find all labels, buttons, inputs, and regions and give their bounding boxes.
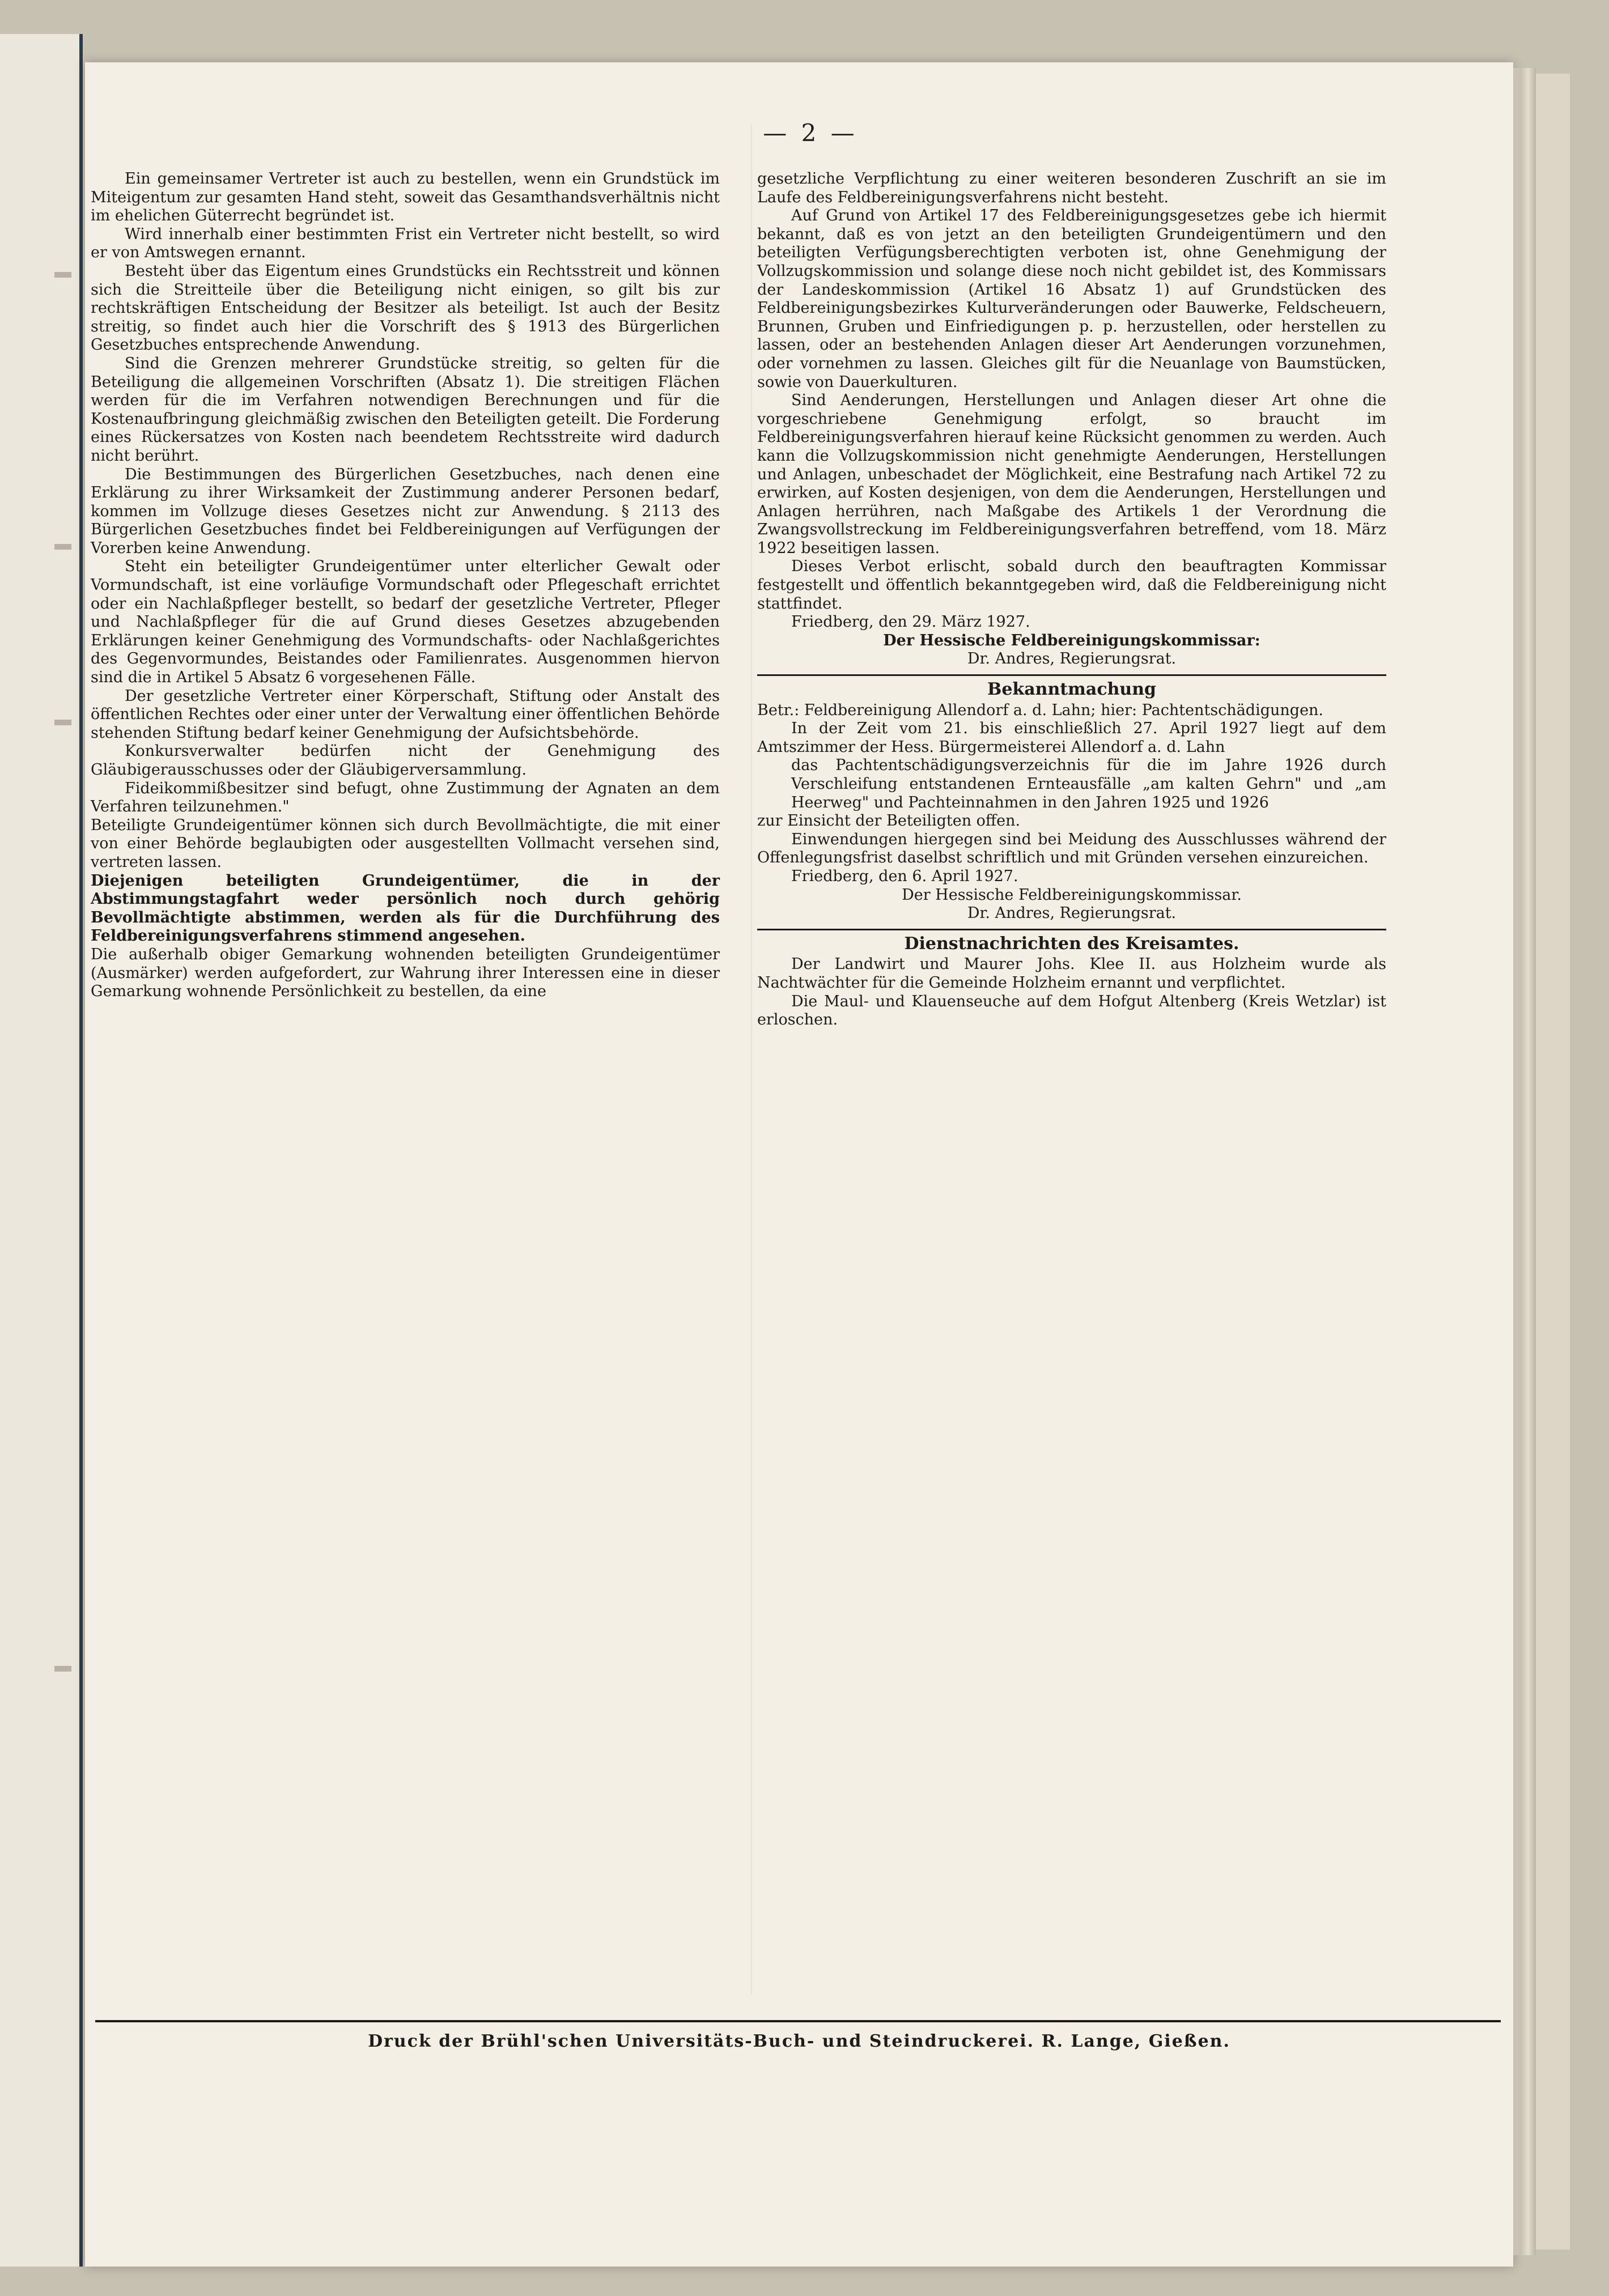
section-rule xyxy=(757,929,1386,930)
paragraph: Dieses Verbot erlischt, sobald durch den beauftragten Kommissar festgestellt und öffentlich bekanntgegeben wird, daß die Feldbereinigung nicht stattfindet. xyxy=(757,558,1386,613)
paragraph: Sind Aenderungen, Herstellungen und Anlagen dieser Art ohne die vorgeschriebene Genehmigung erfolgt, so braucht im Feldbereinigungsverfahren hierauf keine Rücksicht genommen zu werden. Auch kann die Vollzugskommission nicht genehmigte Aenderungen, Herstellungen und Anlagen, unbeschadet der Möglichkeit, eine Bestrafung nach Artikel 72 zu erwirken, auf Kosten desjenigen, von dem die Aenderungen, Herstellungen und Anlagen herrühren, nach Maßgabe des Artikels 1 der Verordnung die Zwangsvollstreckung im Feldbereinigungsverfahren betreffend, vom 18. März 1922 beseitigen lassen. xyxy=(757,392,1386,557)
ink-mark xyxy=(54,544,71,550)
paragraph: Die Maul- und Klauenseuche auf dem Hofgut Altenberg (Kreis Wetzlar) ist erloschen. xyxy=(757,992,1386,1029)
page-number: — 2 — xyxy=(763,119,858,147)
paragraph: Einwendungen hiergegen sind bei Meidung des Ausschlusses während der Offenlegungsfrist daselbst schriftlich und mit Gründen versehen einzureichen. xyxy=(757,830,1386,867)
page-stack-edge xyxy=(1513,68,1536,2255)
ink-mark xyxy=(54,1666,71,1672)
signature-name: Dr. Andres, Regierungsrat. xyxy=(967,650,1177,668)
paragraph: Die außerhalb obiger Gemarkung wohnenden beteiligten Grundeigentümer (Ausmärker) werden aufgefordert, zur Wahrung ihrer Interessen eine in dieser Gemarkung wohnende Persönlichkeit zu bestellen, da eine xyxy=(91,945,720,1001)
paragraph: Konkursverwalter bedürfen nicht der Genehmigung des Gläubigerausschusses oder der Gläubigerversammlung. xyxy=(91,742,720,779)
right-column xyxy=(757,170,1386,1030)
next-page-edge xyxy=(1536,74,1570,2250)
signature-name: Dr. Andres, Regierungsrat. xyxy=(967,904,1177,922)
paragraph: Wird innerhalb einer bestimmten Frist ein Vertreter nicht bestellt, so wird er von Amtswegen ernannt. xyxy=(91,225,720,262)
subject-line: Betr.: Feldbereinigung Allendorf a. d. Lahn; hier: Pachtentschädigungen. xyxy=(757,701,1324,719)
ink-mark xyxy=(54,720,71,725)
section-rule xyxy=(757,674,1386,676)
paragraph: Besteht über das Eigentum eines Grundstücks ein Rechtsstreit und können sich die Streitteile über die Beteiligung nicht einigen, so gilt bis zur rechtskräftigen Entscheidung der Besitzer als beteiligt. Ist auch der Besitz streitig, so findet auch hier die Vorschrift des § 1913 des Bürgerlichen Gesetzbuches entsprechende Anwendung. xyxy=(91,262,720,354)
paragraph: Sind die Grenzen mehrerer Grundstücke streitig, so gelten für die Beteiligung die allgemeinen Vorschriften (Absatz 1). Die streitigen Flächen werden für die im Verfahren notwendigen Berechnungen und für die Kostenaufbringung gleichmäßig zwischen den Beteiligten geteilt. Die Forderung eines Rückersatzes von Kosten nach beendetem Rechtsstreite wird dadurch nicht berührt. xyxy=(91,354,720,465)
date-line: Friedberg, den 6. April 1927. xyxy=(791,867,1018,885)
paragraph: Die Bestimmungen des Bürgerlichen Gesetzbuches, nach denen eine Erklärung zu ihrer Wirksamkeit der Zustimmung anderer Personen bedarf, kommen im Vollzuge dieses Gesetzes nicht zur Anwendung. § 2113 des Bürgerlichen Gesetzbuches findet bei Feldbereinigungen auf Verfügungen der Vorerben keine Anwendung. xyxy=(91,465,720,557)
paragraph: Fideikommißbesitzer sind befugt, ohne Zustimmung der Agnaten an dem Verfahren teilzunehmen." xyxy=(91,779,720,816)
signature-title: Der Hessische Feldbereinigungskommissar. xyxy=(902,886,1242,904)
signature-title: Der Hessische Feldbereinigungskommissar: xyxy=(883,631,1260,649)
section-heading: Dienstnachrichten des Kreisamtes. xyxy=(904,933,1239,954)
ink-mark xyxy=(54,272,71,278)
paragraph: Beteiligte Grundeigentümer können sich durch Bevollmächtigte, die mit einer von einer Behörde beglaubigten oder ausgestellten Vollmacht versehen sind, vertreten lassen. xyxy=(91,816,720,871)
adjacent-page-edge xyxy=(0,34,83,2267)
paragraph: das Pachtentschädigungsverzeichnis für die im Jahre 1926 durch Verschleifung entstandenen Ernteausfälle „am kalten Gehrn" und „am Heerweg" und Pachteinnahmen in den Jahren 1925 und 1926 xyxy=(791,756,1386,811)
footer-rule xyxy=(95,2020,1501,2022)
section-heading: Bekanntmachung xyxy=(987,679,1156,700)
paragraph: Ein gemeinsamer Vertreter ist auch zu bestellen, wenn ein Grundstück im Miteigentum zur gesamten Hand steht, soweit das Gesamthandsverhältnis nicht im ehelichen Güterrecht begründet ist. xyxy=(91,170,720,225)
paragraph: zur Einsicht der Beteiligten offen. xyxy=(757,812,1021,830)
column-divider xyxy=(751,125,752,1995)
paragraph: In der Zeit vom 21. bis einschließlich 27. April 1927 liegt auf dem Amtszimmer der Hess. Bürgermeisterei Allendorf a. d. Lahn xyxy=(757,720,1386,756)
paragraph: Steht ein beteiligter Grundeigentümer unter elterlicher Gewalt oder Vormundschaft, ist eine vorläufige Vormundschaft oder Pflegeschaft errichtet oder ein Nachlaßpfleger bestellt, so bedarf der gesetzliche Vertreter, Pfleger und Nachlaßpfleger für die auf Grund dieses Gesetzes abzugebenden Erklärungen keiner Genehmigung des Vormundschafts- oder Nachlaßgerichtes des Gegenvormundes, Beistandes oder Familienrates. Ausgenommen hiervon sind die in Artikel 5 Absatz 6 vorgesehenen Fälle. xyxy=(91,558,720,687)
paragraph: Der gesetzliche Vertreter einer Körperschaft, Stiftung oder Anstalt des öffentlichen Rechtes oder einer unter der Verwaltung einer öffentlichen Behörde stehenden Stiftung bedarf keiner Genehmigung der Aufsichtsbehörde. xyxy=(91,687,720,742)
document-page xyxy=(85,62,1513,2267)
paragraph: gesetzliche Verpflichtung zu einer weiteren besonderen Zuschrift an sie im Laufe des Feldbereinigungsverfahrens nicht besteht. xyxy=(757,170,1386,206)
date-line: Friedberg, den 29. März 1927. xyxy=(791,613,1030,631)
printer-imprint: Druck der Brühl'schen Universitäts-Buch- und Steindruckerei. R. Lange, Gießen. xyxy=(368,2031,1230,2051)
left-column xyxy=(91,170,720,1001)
paragraph: Der Landwirt und Maurer Johs. Klee II. aus Holzheim wurde als Nachtwächter für die Gemeinde Holzheim ernannt und verpflichtet. xyxy=(757,955,1386,992)
paragraph: Auf Grund von Artikel 17 des Feldbereinigungsgesetzes gebe ich hiermit bekannt, daß es von jetzt an den beteiligten Grundeigentümern und den beteiligten Verfügungsberechtigten verboten ist, ohne Genehmigung der Vollzugskommission und solange diese noch nicht gebildet ist, des Kommissars der Landeskommission (Artikel 16 Absatz 1) auf Grundstücken des Feldbereinigungsbezirkes Kulturveränderungen oder Bauwerke, Feldscheuern, Brunnen, Gruben und Einfriedigungen p. p. herzustellen, oder herstellen zu lassen, oder an bestehenden Anlagen dieser Art Aenderungen vorzunehmen, oder vornehmen zu lassen. Gleiches gilt für die Neuanlage von Baumstücken, sowie von Dauerkulturen. xyxy=(757,207,1386,391)
bold-paragraph: Diejenigen beteiligten Grundeigentümer, die in der Abstimmungstagfahrt weder persönlich noch durch gehörig Bevollmächtigte abstimmen, werden als für die Durchführung des Feldbereinigungsverfahrens stimmend angesehen. xyxy=(91,871,720,945)
